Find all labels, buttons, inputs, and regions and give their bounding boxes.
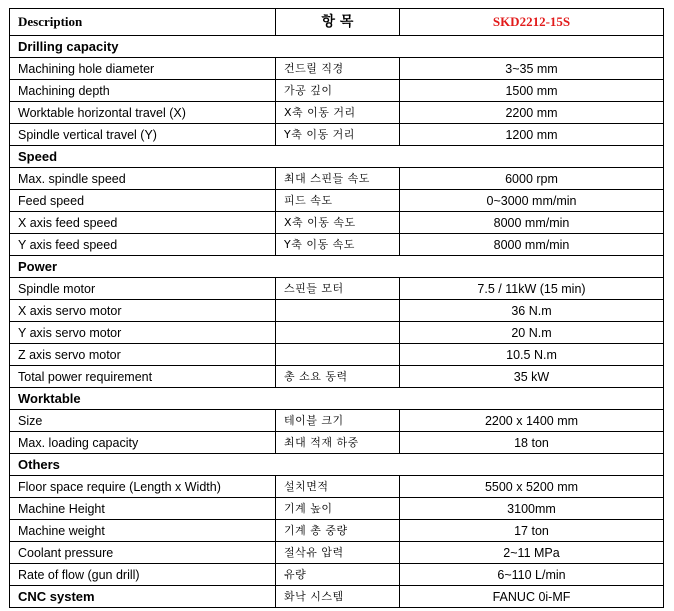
spec-value: 3~35 mm [400,58,664,80]
spec-description: Max. spindle speed [10,168,276,190]
spec-row [10,366,664,388]
spec-value: 6~110 L/min [400,564,664,586]
spec-korean-label: Y축 이동 거리 [276,124,400,146]
section-title: Others [10,454,664,476]
spec-korean-label: 가공 깊이 [276,80,400,102]
spec-row [10,542,664,564]
spec-korean-label: 피드 속도 [276,190,400,212]
spec-description: Rate of flow (gun drill) [10,564,276,586]
spec-value: 36 N.m [400,300,664,322]
header-description: Description [10,9,276,36]
spec-value: 5500 x 5200 mm [400,476,664,498]
spec-row [10,564,664,586]
spec-description: X axis feed speed [10,212,276,234]
spec-korean-label: Y축 이동 속도 [276,234,400,256]
section-row [10,146,664,168]
spec-row [10,432,664,454]
spec-row [10,212,664,234]
spec-description: Worktable horizontal travel (X) [10,102,276,124]
spec-description: Z axis servo motor [10,344,276,366]
spec-value: 17 ton [400,520,664,542]
header-row [10,9,664,36]
spec-value: 6000 rpm [400,168,664,190]
spec-description: Machine Height [10,498,276,520]
spec-value: FANUC 0i-MF [400,586,664,608]
spec-value: 1500 mm [400,80,664,102]
header-korean: 항 목 [276,9,400,36]
spec-value: 35 kW [400,366,664,388]
spec-row [10,234,664,256]
spec-description: X axis servo motor [10,300,276,322]
spec-korean-label: 테이블 크기 [276,410,400,432]
spec-value: 7.5 / 11kW (15 min) [400,278,664,300]
spec-row [10,102,664,124]
spec-table [9,8,664,608]
spec-description: Size [10,410,276,432]
section-row [10,388,664,410]
spec-row [10,190,664,212]
spec-value: 8000 mm/min [400,234,664,256]
spec-row [10,520,664,542]
spec-row [10,58,664,80]
spec-description: Machining depth [10,80,276,102]
spec-korean-label [276,300,400,322]
spec-description: Y axis servo motor [10,322,276,344]
spec-value: 2~11 MPa [400,542,664,564]
spec-value: 2200 x 1400 mm [400,410,664,432]
section-title: Power [10,256,664,278]
spec-description: Feed speed [10,190,276,212]
spec-row [10,410,664,432]
spec-description: Y axis feed speed [10,234,276,256]
header-model: SKD2212-15S [400,9,664,36]
spec-description: Max. loading capacity [10,432,276,454]
spec-description: Machine weight [10,520,276,542]
section-row [10,36,664,58]
spec-korean-label: 기계 총 중량 [276,520,400,542]
spec-row [10,586,664,608]
spec-row [10,124,664,146]
spec-value: 18 ton [400,432,664,454]
spec-korean-label: 설치면적 [276,476,400,498]
spec-value: 2200 mm [400,102,664,124]
spec-value: 20 N.m [400,322,664,344]
spec-value: 0~3000 mm/min [400,190,664,212]
spec-korean-label: 최대 스핀들 속도 [276,168,400,190]
spec-body [10,36,664,608]
spec-row [10,80,664,102]
spec-row [10,278,664,300]
spec-value: 1200 mm [400,124,664,146]
spec-korean-label: X축 이동 속도 [276,212,400,234]
section-title: Drilling capacity [10,36,664,58]
section-title: Worktable [10,388,664,410]
spec-description: Coolant pressure [10,542,276,564]
spec-row [10,322,664,344]
spec-description: Total power requirement [10,366,276,388]
spec-row [10,476,664,498]
section-row [10,256,664,278]
spec-row [10,498,664,520]
spec-korean-label: 총 소요 동력 [276,366,400,388]
spec-korean-label: 화낙 시스템 [276,586,400,608]
spec-korean-label: 건드릴 직경 [276,58,400,80]
spec-description: CNC system [10,586,276,608]
spec-value: 8000 mm/min [400,212,664,234]
spec-description: Floor space require (Length x Width) [10,476,276,498]
spec-description: Spindle motor [10,278,276,300]
spec-row [10,344,664,366]
spec-korean-label: 스핀들 모터 [276,278,400,300]
spec-korean-label: 기계 높이 [276,498,400,520]
section-title: Speed [10,146,664,168]
spec-korean-label: 유량 [276,564,400,586]
spec-value: 10.5 N.m [400,344,664,366]
spec-korean-label [276,344,400,366]
spec-korean-label [276,322,400,344]
spec-korean-label: X축 이동 거리 [276,102,400,124]
spec-korean-label: 절삭유 압력 [276,542,400,564]
spec-description: Machining hole diameter [10,58,276,80]
spec-korean-label: 최대 적재 하중 [276,432,400,454]
spec-row [10,300,664,322]
spec-description: Spindle vertical travel (Y) [10,124,276,146]
spec-value: 3100mm [400,498,664,520]
spec-row [10,168,664,190]
section-row [10,454,664,476]
